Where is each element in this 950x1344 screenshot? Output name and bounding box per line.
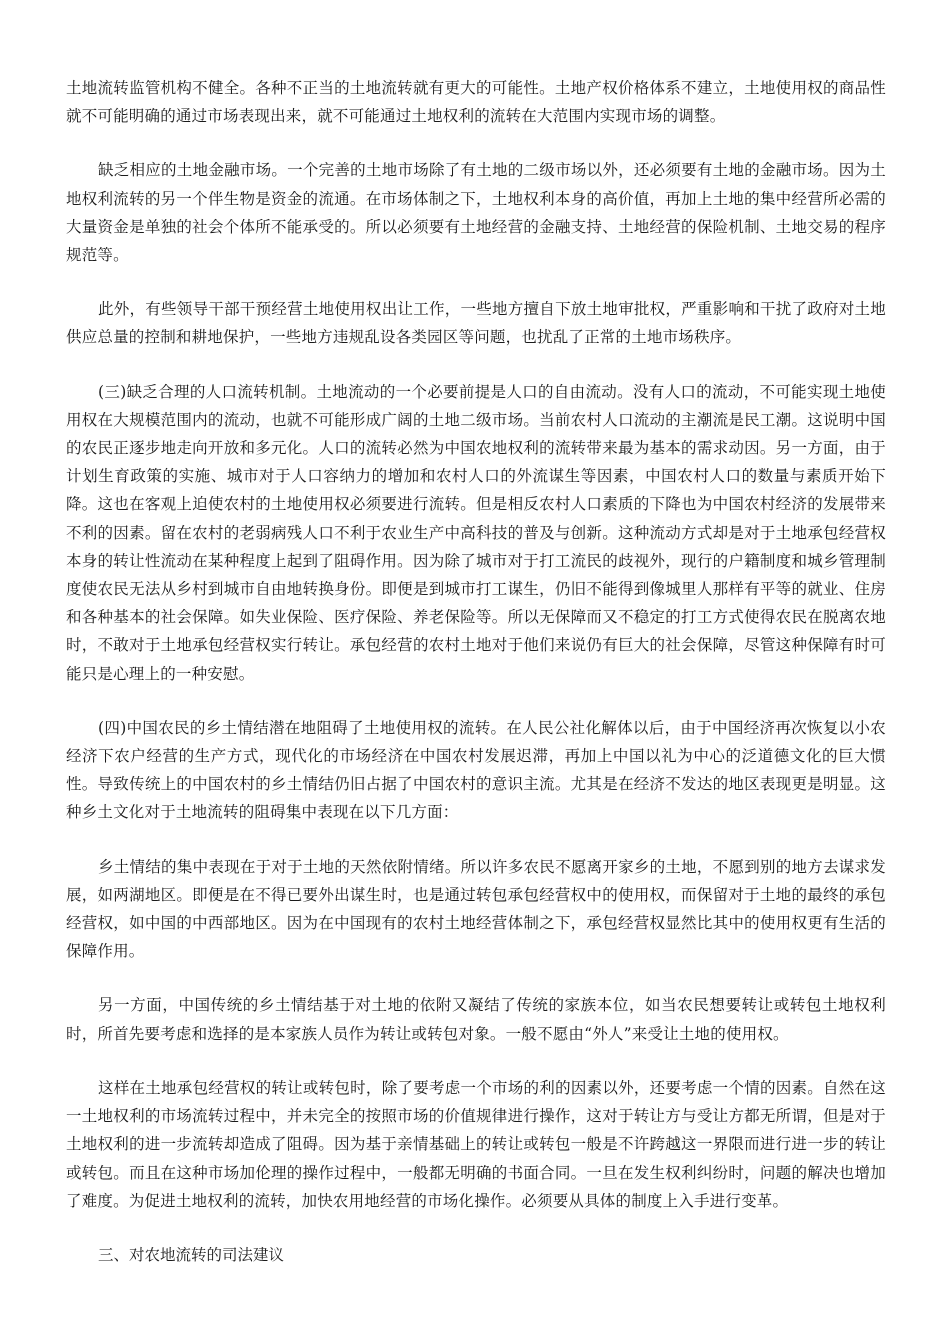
document-page [66,74,886,1269]
section-heading: 三、对农地流转的司法建议 [98,1245,285,1264]
paragraph-population-mobility: (三)缺乏合理的人口流转机制。土地流动的一个必要前提是人口的自由流动。没有人口的流动，不可能实现土地使用权在大规模范围内的流动，也就不可能形成广阔的土地二级市场。当前农村人口流动的主潮流是民工潮。这说明中国的农民正逐步地走向开放和多元化。人口的流转必然为中国农地权利的流转带来最为基本的需求动因。另一方面，由于计划生育政策的实施、城市对于人口容纳力的增加和农村人口的外流谋生等因素，中国农村人口的数量与素质开始下降。这也在客观上迫使农村的土地使用权必须要进行流转。但是相反农村人口素质的下降也为中国农村经济的发展带来不利的因素。留在农村的老弱病残人口不利于农业生产中高科技的普及与创新。这种流动方式却是对于土地承包经营权本身的转让性流动在某种程度上起到了阻碍作用。因为除了城市对于打工流民的歧视外，现行的户籍制度和城乡管理制度使农民无法从乡村到城市自由地转换身份。即便是到城市打工谋生，仍旧不能得到像城里人那样有平等的就业、住房和各种基本的社会保障。如失业保险、医疗保险、养老保险等。所以无保障而又不稳定的打工方式使得农民在脱离农地时，不敢对于土地承包经营权实行转让。承包经营的农村土地对于他们来说仍有巨大的社会保障，尽管这种保障有时可能只是心理上的一种安慰。 [66,382,886,683]
paragraph-family-clan: 另一方面，中国传统的乡土情结基于对土地的依附又凝结了传统的家族本位，如当农民想要转让或转包土地权利时，所首先要考虑和选择的是本家族人员作为转让或转包对象。一般不愿由“外人”来受让土地的使用权。 [66,996,886,1043]
paragraph-rural-attachment: (四)中国农民的乡土情结潜在地阻碍了土地使用权的流转。在人民公社化解体以后，由于中国经济再次恢复以小农经济下农户经营的生产方式，现代化的市场经济在中国农村发展迟滞，再加上中国以礼为中心的泛道德文化的巨大惯性。导致传统上的中国农村的乡土情结仍旧占据了中国农村的意识主流。尤其是在经济不发达的地区表现更是明显。这种乡土文化对于土地流转的阻碍集中表现在以下几方面： [66,718,886,822]
paragraph-official-interference: 此外，有些领导干部干预经营土地使用权出让工作，一些地方擅自下放土地审批权，严重影响和干扰了政府对土地供应总量的控制和耕地保护，一些地方违规乱设各类园区等问题，也扰乱了正常的土地市场秩序。 [66,300,886,347]
paragraph-continued: 土地流转监管机构不健全。各种不正当的土地流转就有更大的可能性。土地产权价格体系不建立，土地使用权的商品性就不可能明确的通过市场表现出来，就不可能通过土地权利的流转在大范围内实现市场的调整。 [66,79,886,126]
paragraph-land-dependence: 乡土情结的集中表现在于对于土地的天然依附情绪。所以许多农民不愿离开家乡的土地，不愿到别的地方去谋求发展，如两湖地区。即便是在不得已要外出谋生时，也是通过转包承包经营权中的使用权，而保留对于土地的最终的承包经营权，如中国的中西部地区。因为在中国现有的农村土地经营体制之下，承包经营权显然比其中的使用权更有生活的保障作用。 [66,857,886,961]
paragraph-market-and-ethics: 这样在土地承包经营权的转让或转包时，除了要考虑一个市场的利的因素以外，还要考虑一个情的因素。自然在这一土地权利的市场流转过程中，并未完全的按照市场的价值规律进行操作，这对于转让方与受让方都无所谓，但是对于土地权利的进一步流转却造成了阻碍。因为基于亲情基础上的转让或转包一般是不许跨越这一界限而进行进一步的转让或转包。而且在这种市场加伦理的操作过程中，一般都无明确的书面合同。一旦在发生权利纠纷时，问题的解决也增加了难度。为促进土地权利的流转，加快农用地经营的市场化操作。必须要从具体的制度上入手进行变革。 [66,1078,886,1210]
paragraph-land-finance-market: 缺乏相应的土地金融市场。一个完善的土地市场除了有土地的二级市场以外，还必须要有土地的金融市场。因为土地权利流转的另一个伴生物是资金的流通。在市场体制之下，土地权利本身的高价值，再加上土地的集中经营所必需的大量资金是单独的社会个体所不能承受的。所以必须要有土地经营的金融支持、土地经营的保险机制、土地交易的程序规范等。 [66,161,886,265]
